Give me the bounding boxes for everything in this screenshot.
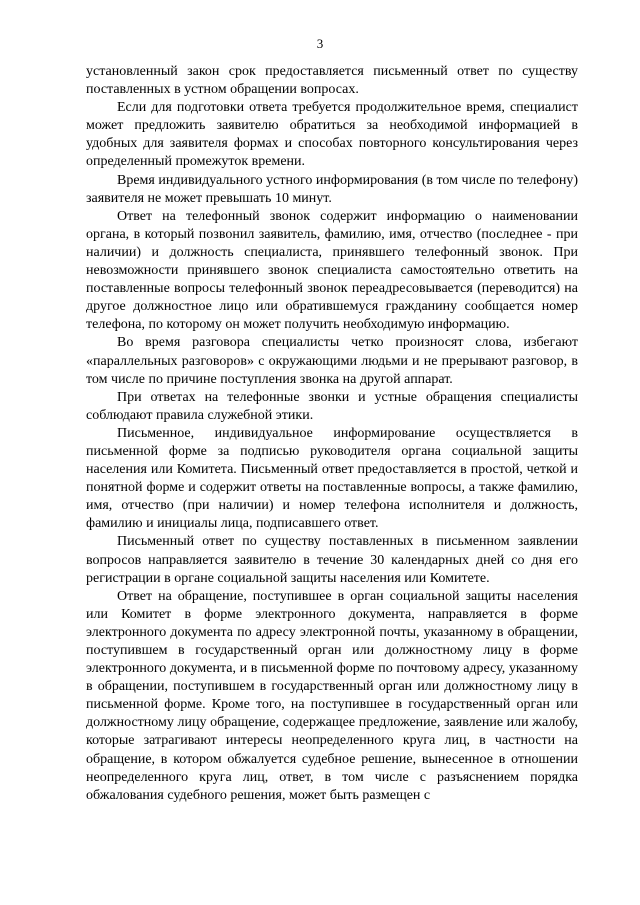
paragraph: Ответ на телефонный звонок содержит информацию о наименовании органа, в который позвонил заявитель, фамилию, имя, отчество (последнее - при наличии) и должность специалиста, принявшего телефонный звонок. При невозможности принявшего звонок специалиста самостоятельно ответить на поставленные вопросы телефонный звонок переадресовывается (переводится) на другое должностное лицо или обратившемуся гражданину сообщается номер телефона, по которому он может получить необходимую информацию. [86, 208, 578, 333]
paragraph: Письменный ответ по существу поставленных в письменном заявлении вопросов направляется заявителю в течение 30 календарных дней со дня его регистрации в органе социальной защиты населения или Комитете. [86, 534, 578, 586]
document-body [86, 63, 578, 805]
paragraph: При ответах на телефонные звонки и устные обращения специалисты соблюдают правила служебной этики. [86, 389, 578, 423]
paragraph: Ответ на обращение, поступившее в орган социальной защиты населения или Комитет в форме электронного документа, направляется в форме электронного документа по адресу электронной почты, указанному в обращении, поступившем в государственный орган или должностному лицу в форме электронного документа, и в письменной форме по почтовому адресу, указанному в обращении, поступившем в государственный орган или должностному лицу в письменной форме. Кроме того, на поступившее в государственный орган или должностному лицу обращение, содержащее предложение, заявление или жалобу, которые затрагивают интересы неопределенного круга лиц, в частности на обращение, в котором обжалуется судебное решение, вынесенное в отношении неопределенного круга лиц, ответ, в том числе с разъяснением порядка обжалования судебного решения, может быть размещен с [86, 588, 578, 803]
paragraph: Письменное, индивидуальное информирование осуществляется в письменной форме за подписью руководителя органа социальной защиты населения или Комитета. Письменный ответ предоставляется в простой, четкой и понятной форме и содержит ответы на поставленные вопросы, а также фамилию, имя, отчество (при наличии) и номер телефона исполнителя и должность, фамилию и инициалы лица, подписавшего ответ. [86, 425, 578, 532]
paragraph: Во время разговора специалисты четко произносят слова, избегают «параллельных разговоров» с окружающими людьми и не прерывают разговор, в том числе по причине поступления звонка на другой аппарат. [86, 335, 578, 387]
paragraph: Если для подготовки ответа требуется продолжительное время, специалист может предложить заявителю обратиться за необходимой информацией в удобных для заявителя формах и способах повторного консультирования через определенный промежуток времени. [86, 100, 578, 170]
page-number: 3 [316, 36, 324, 51]
paragraph: Время индивидуального устного информирования (в том числе по телефону) заявителя не может превышать 10 минут. [86, 172, 578, 206]
paragraph-continuation: установленный закон срок предоставляется письменный ответ по существу поставленных в устном обращении вопросах. [86, 64, 578, 98]
